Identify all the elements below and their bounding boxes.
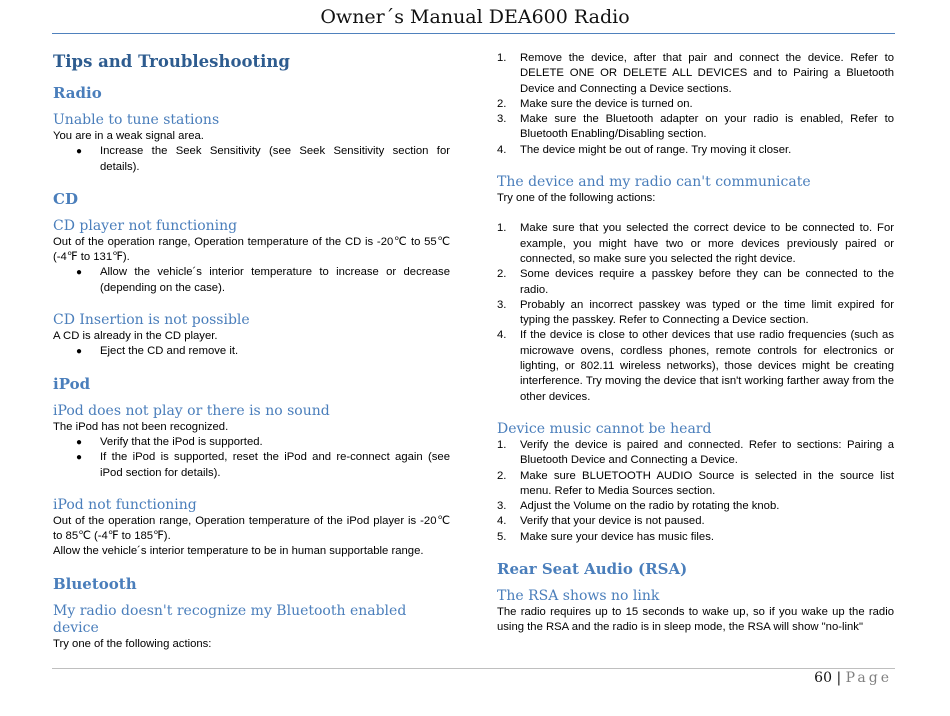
- bullet-icon: ●: [76, 267, 83, 279]
- list-item: 2. Make sure BLUETOOTH AUDIO Source is selected in the source list menu. Refer to Media Sources section.: [497, 469, 894, 497]
- list-item: 1. Make sure that you selected the correct device to be connected to. For example, you might have two or more devices previously paired or connected, so make sure you selected the right device.: [497, 222, 894, 265]
- page-number: 60: [814, 670, 832, 686]
- cd-subheading-2: CD Insertion is not possible: [53, 312, 250, 329]
- footer-separator: |: [836, 670, 842, 686]
- bluetooth-heading: Bluetooth: [53, 574, 137, 593]
- list-item: 4. The device might be out of range. Try moving it closer.: [497, 143, 792, 156]
- list-item: 4. If the device is close to other devices that use radio frequencies (such as microwave ovens, cordless phones, remote controls for electronics or lighting, or 802.11 wireless networks), those devices might be creating interference. Try moving the device that isn't working farther away from the other devices.: [497, 329, 894, 403]
- bluetooth-actions-list: [497, 51, 894, 158]
- list-item: 4. Verify that your device is not paused.: [497, 515, 705, 528]
- bullet-icon: ●: [76, 146, 83, 158]
- list-item: 3. Make sure the Bluetooth adapter on your radio is enabled, Refer to Bluetooth Enabling/Disabling section.: [497, 113, 894, 141]
- footer-rule: [52, 668, 895, 669]
- section-title: Tips and Troubleshooting: [53, 52, 290, 71]
- radio-subheading: Unable to tune stations: [53, 112, 220, 128]
- ipod-subheading-2: iPod not functioning: [53, 496, 197, 513]
- right-column: [497, 51, 894, 636]
- list-item: 3. Probably an incorrect passkey was typed or the time limit expired for typing the passkey. Refer to Connecting a Device section.: [497, 298, 894, 327]
- communicate-subheading: The device and my radio can't communicate: [497, 174, 811, 191]
- list-item: 2. Some devices require a passkey before they can be connected to the radio.: [497, 268, 894, 296]
- list-item: ● If the iPod is supported, reset the iPod and re-connect again (see iPod section for details).: [76, 451, 450, 479]
- page-label: Page: [845, 670, 892, 686]
- communicate-text: Try one of the following actions:: [497, 192, 656, 205]
- list-item: 1. Remove the device, after that pair and connect the device. Refer to DELETE ONE OR DELETE ALL DEVICES and to Pairing a Bluetooth Device and Connecting a Device sections.: [497, 52, 894, 95]
- radio-text: You are in a weak signal area.: [53, 130, 204, 142]
- list-item: 2. Make sure the device is turned on.: [497, 97, 693, 110]
- ipod-text-2: Out of the operation range, Operation temperature of the iPod player is -20℃ to 85℃ (-4℉ to 185℉).: [53, 514, 450, 543]
- cd-text-2: A CD is already in the CD player.: [53, 330, 218, 343]
- document-header-title: Owner´s Manual DEA600 Radio: [320, 6, 630, 28]
- radio-heading: Radio: [53, 84, 102, 102]
- rsa-heading: Rear Seat Audio (RSA): [497, 560, 688, 579]
- bullet-icon: ●: [76, 346, 83, 358]
- bluetooth-subheading: My radio doesn't recognize my Bluetooth enabled device: [53, 602, 407, 636]
- rsa-text: The radio requires up to 15 seconds to wake up, so if you wake up the radio using the RSA and the radio is in sleep mode, the RSA will show "no-link": [497, 606, 894, 634]
- list-item: ● Verify that the iPod is supported.: [53, 435, 450, 450]
- communicate-list: [497, 221, 894, 405]
- page-footer: [814, 670, 892, 686]
- bluetooth-text: Try one of the following actions:: [53, 637, 212, 650]
- bullet-icon: ●: [76, 452, 83, 464]
- cd-text-1: Out of the operation range, Operation temperature of the CD is -20℃ to 55℃ (-4℉ to 131℉).: [53, 235, 450, 264]
- rsa-subheading: The RSA shows no link: [497, 588, 660, 605]
- cd-subheading-1: CD player not functioning: [53, 217, 238, 234]
- ipod-heading: iPod: [53, 374, 91, 393]
- header-rule: [52, 33, 895, 34]
- music-subheading: Device music cannot be heard: [497, 420, 712, 437]
- left-column: [53, 50, 450, 652]
- list-item: ● Allow the vehicle´s interior temperature to increase or decrease (depending on the case).: [76, 266, 450, 294]
- bullet-icon: ●: [76, 436, 83, 448]
- list-item: 5. Make sure your device has music files.: [497, 530, 715, 543]
- ipod-subheading-1: iPod does not play or there is no sound: [53, 402, 330, 419]
- cd-heading: CD: [53, 189, 78, 208]
- list-item: 3. Adjust the Volume on the radio by rotating the knob.: [497, 500, 780, 513]
- ipod-text-3: Allow the vehicle´s interior temperature to be in human supportable range.: [53, 545, 424, 558]
- list-item: 1. Verify the device is paired and connected. Refer to sections: Pairing a Bluetooth Device and Connecting a Device.: [497, 438, 894, 467]
- list-item: ● Increase the Seek Sensitivity (see Seek Sensitivity section for details).: [76, 145, 450, 173]
- ipod-text-1: The iPod has not been recognized.: [53, 420, 229, 433]
- music-list: [497, 438, 894, 545]
- list-item: ● Eject the CD and remove it.: [53, 344, 450, 359]
